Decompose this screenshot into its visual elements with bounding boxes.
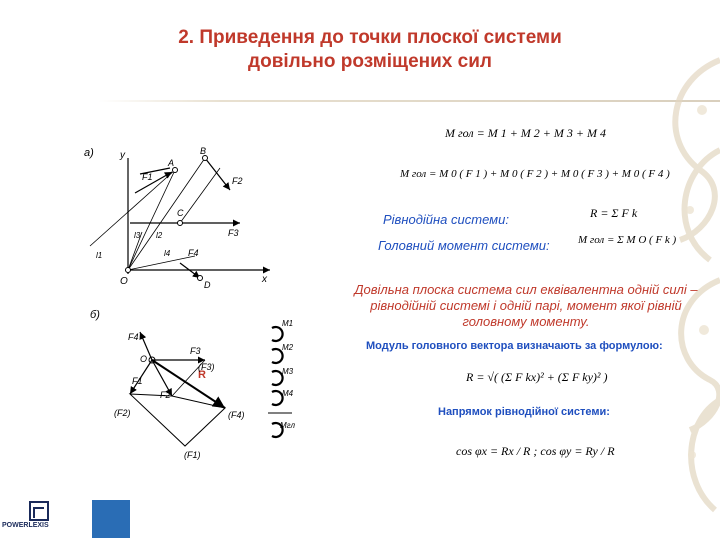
accent-square: [92, 500, 130, 538]
label-a: а): [84, 147, 94, 159]
point-b-O: O: [140, 354, 148, 364]
force-F4: F4: [188, 248, 199, 258]
moment-M2: M2: [282, 343, 294, 352]
axis-x: x: [262, 274, 267, 285]
point-C: C: [177, 208, 184, 218]
label-b: б): [90, 309, 100, 321]
title-divider: [98, 100, 720, 102]
force-F2: F2: [232, 176, 243, 186]
formula-moment-forces: M гол = M 0 ( F 1 ) + M 0 ( F 2 ) + M 0 ( F 3 ) + M 0 ( F 4 ): [400, 168, 670, 180]
point-O: O: [120, 276, 128, 287]
point-D: D: [204, 280, 211, 290]
moment-M3: M3: [282, 367, 294, 376]
formula-resultant: R = Σ F k: [590, 206, 638, 220]
force-b-F3: F3: [190, 346, 201, 356]
arm-l1: l1: [96, 251, 103, 260]
force-b-F1: F1: [132, 376, 143, 386]
formula-direction: cos φx = Rx / R ; cos φy = Ry / R: [456, 444, 615, 458]
point-B: B: [200, 146, 207, 156]
equivalence-statement: Довільна плоска система сил еквівалентна одній силі – рівнодійній системі і одній парі, момент якої рівній головному моменту.: [354, 282, 698, 329]
decorative-swirl: [630, 0, 720, 540]
label-F3-paren: (F3): [198, 362, 215, 372]
arm-l3: l3: [134, 231, 141, 240]
moment-M4: M4: [282, 389, 294, 398]
formula-modulus: R = √( (Σ F kx)² + (Σ F ky)² ): [466, 370, 608, 384]
formula-moment-sum: M гол = M 1 + M 2 + M 3 + M 4: [445, 126, 606, 140]
force-F3: F3: [228, 228, 239, 238]
force-diagram: [80, 128, 298, 468]
force-F1: F1: [142, 172, 153, 182]
direction-heading: Напрямок рівнодійної системи:: [438, 406, 610, 418]
arm-l2: l2: [156, 231, 163, 240]
powerlexis-logo-icon: [4, 496, 54, 540]
label-F2-paren: (F2): [114, 408, 131, 418]
arm-l4: l4: [164, 249, 171, 258]
force-b-F4: F4: [128, 332, 139, 342]
moment-M1: M1: [282, 319, 294, 328]
modulus-heading: Модуль головного вектора визначають за формулою:: [366, 340, 663, 352]
axis-y: y: [120, 150, 125, 161]
logo-text: POWERLEXIS: [2, 522, 49, 529]
resultant-label: Рівнодійна системи:: [383, 212, 509, 227]
label-F4-paren: (F4): [228, 410, 245, 420]
point-A: A: [168, 158, 175, 168]
label-F1-paren: (F1): [184, 450, 201, 460]
formula-main-moment: M гол = Σ M O ( F k ): [578, 234, 677, 246]
title-line-2: довільно розміщених сил: [248, 51, 492, 72]
moment-Mgl: Mгл: [280, 421, 296, 430]
moment-label: Головний момент системи:: [378, 238, 550, 253]
resultant-R: R: [198, 369, 206, 381]
title-line-1: 2. Приведення до точки плоскої системи: [178, 27, 562, 48]
force-b-F2: F2: [160, 390, 171, 400]
slide-title: [140, 26, 600, 74]
